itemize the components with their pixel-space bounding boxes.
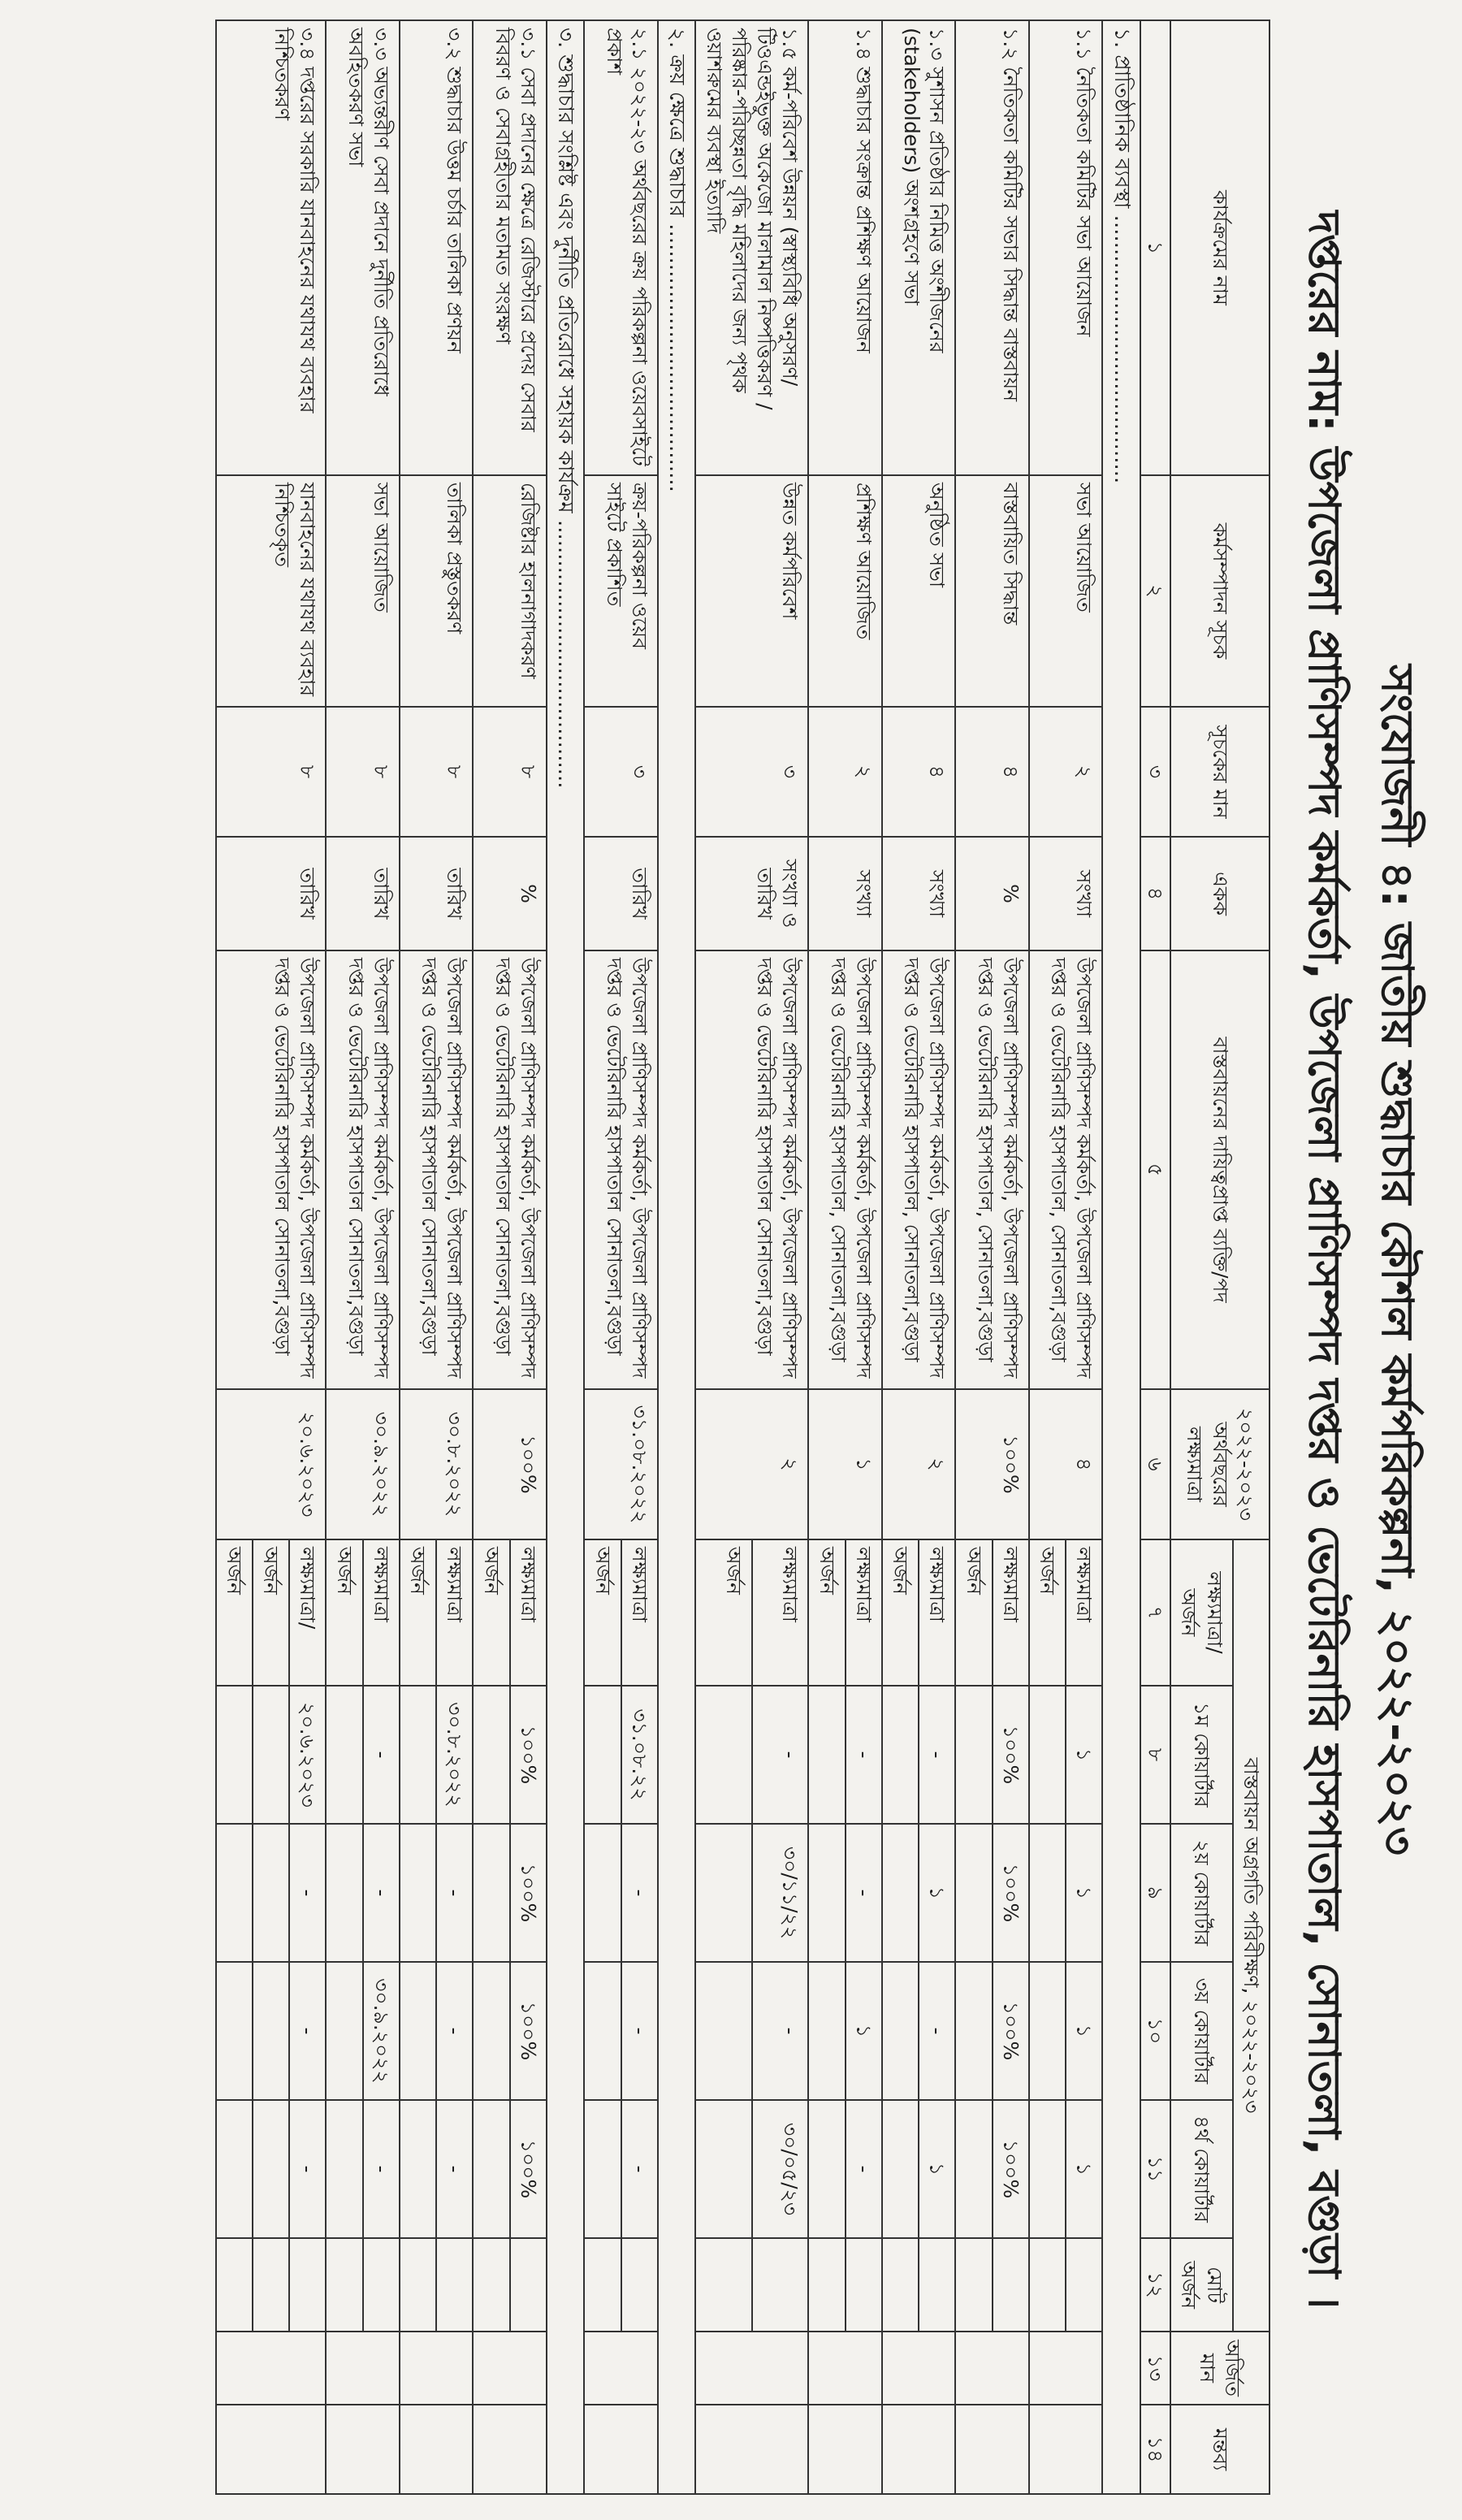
line-label: লক্ষ্যমাত্রা — [363, 1539, 400, 1686]
quarter-cell: - — [846, 2100, 882, 2238]
total-cell — [327, 2238, 363, 2332]
quarter-cell: ১ — [846, 1962, 882, 2100]
table-header — [1140, 20, 1270, 2494]
indicator-cell: অনুষ্ঠিত সভা — [882, 475, 956, 707]
responsible-cell: উপজেলা প্রাণিসম্পদ কর্মকর্তা, উপজেলা প্রাণিসম্পদ দপ্তর ও ভেটেরিনারি হাসপাতাল সোনাতলা,বগুড়া — [400, 950, 474, 1389]
remarks-cell — [809, 2405, 883, 2494]
total-cell — [510, 2238, 547, 2332]
column-number: ৬ — [1140, 1389, 1170, 1539]
quarter-cell — [253, 1962, 289, 2100]
line-label: অর্জন — [253, 1539, 289, 1686]
line-label: অর্জন — [809, 1539, 846, 1686]
total-cell — [216, 2238, 253, 2332]
target-cell: ২ — [696, 1389, 809, 1539]
weight-cell: ৩ — [585, 707, 659, 837]
quarter-cell — [327, 2100, 363, 2238]
total-cell — [474, 2238, 510, 2332]
quarter-cell — [216, 1824, 253, 1962]
total-cell — [436, 2238, 473, 2332]
line-label: লক্ষ্যমাত্রা — [846, 1539, 882, 1686]
responsible-cell: উপজেলা প্রাণিসম্পদ কর্মকর্তা, উপজেলা প্রাণিসম্পদ দপ্তর ও ভেটেরিনারি হাসপাতাল, সোনাতলা,বগুড়া — [809, 950, 883, 1389]
quarter-cell: ৩০.৮.২০২২ — [436, 1686, 473, 1824]
header-unit: একক — [1170, 837, 1270, 950]
remarks-cell — [956, 2405, 1030, 2494]
target-cell: ৪ — [1029, 1389, 1103, 1539]
target-cell: ২ — [882, 1389, 956, 1539]
header-remarks: মন্তব্য — [1170, 2405, 1270, 2494]
quarter-cell: ১০০% — [993, 2100, 1029, 2238]
line-label: লক্ষ্যমাত্রা — [621, 1539, 658, 1686]
quarter-cell: ১০০% — [510, 1962, 547, 2100]
unit-cell: % — [474, 837, 547, 950]
remarks-cell — [882, 2405, 956, 2494]
quarter-cell — [956, 1686, 993, 1824]
total-cell — [752, 2238, 809, 2332]
header-q4: ৪র্থ কোয়ার্টার — [1170, 2100, 1233, 2238]
section-row — [658, 20, 696, 2494]
quarter-cell: ১০০% — [993, 1962, 1029, 2100]
unit-cell: তারিখ — [400, 837, 474, 950]
quarter-cell: ১০০% — [993, 1686, 1029, 1824]
activity-cell: ৩.২ শুদ্ধাচার উত্তম চর্চার তালিকা প্রণয়ন — [400, 20, 474, 475]
table-row — [993, 20, 1029, 2494]
column-number-row — [1140, 20, 1170, 2494]
line-label: অর্জন — [696, 1539, 753, 1686]
indicator-cell: যানবাহনের যথাযথ ব্যবহার নিশ্চিতকৃত — [216, 475, 327, 707]
unit-cell: তারিখ — [327, 837, 400, 950]
quarter-cell — [1029, 2100, 1066, 2238]
target-cell: ৩০.৯.২০২২ — [327, 1389, 400, 1539]
quarter-cell — [956, 1824, 993, 1962]
table-row — [510, 20, 547, 2494]
quarter-cell — [585, 1962, 621, 2100]
quarter-cell — [327, 1962, 363, 2100]
quarter-cell — [400, 2100, 436, 2238]
header-achieved-value: অর্জিত মান — [1170, 2332, 1270, 2405]
target-cell: ৩০.৮.২০২২ — [400, 1389, 474, 1539]
quarter-cell: ৩১.০৮.২২ — [621, 1686, 658, 1824]
weight-cell: ২ — [809, 707, 883, 837]
column-number: ৩ — [1140, 707, 1170, 837]
achieved-value-cell — [327, 2332, 400, 2405]
quarter-cell — [327, 1824, 363, 1962]
table-row — [289, 20, 326, 2494]
line-label: অর্জন — [474, 1539, 510, 1686]
total-cell — [363, 2238, 400, 2332]
column-number: ১১ — [1140, 2100, 1170, 2238]
quarter-cell: - — [436, 1962, 473, 2100]
quarter-cell: ১০০% — [510, 2100, 547, 2238]
quarter-cell — [809, 2100, 846, 2238]
section-row — [1103, 20, 1141, 2494]
total-cell — [846, 2238, 882, 2332]
total-cell — [400, 2238, 436, 2332]
column-number: ৪ — [1140, 837, 1170, 950]
column-number: ৮ — [1140, 1686, 1170, 1824]
weight-cell: ৮ — [474, 707, 547, 837]
header-weight: সূচকের মান — [1170, 707, 1270, 837]
quarter-cell: ১০০% — [993, 1824, 1029, 1962]
quarter-cell — [696, 1824, 753, 1962]
column-number: ১৪ — [1140, 2405, 1170, 2494]
total-cell — [1066, 2238, 1102, 2332]
column-number: ৫ — [1140, 950, 1170, 1389]
quarter-cell — [474, 1824, 510, 1962]
quarter-cell — [253, 1824, 289, 1962]
total-cell — [621, 2238, 658, 2332]
achieved-value-cell — [585, 2332, 659, 2405]
activity-cell: ২.১ ২০২২-২৩ অর্থবছরের ক্রয় পরিকল্পনা ওয়েবসাইটে প্রকাশ — [585, 20, 659, 475]
table-row — [363, 20, 400, 2494]
activity-cell: ১.৪ শুদ্ধাচার সংক্রান্ত প্রশিক্ষণ আয়োজন — [809, 20, 883, 475]
header-responsible: বাস্তবায়নের দায়িত্বপ্রাপ্ত ব্যক্তি/পদ — [1170, 950, 1270, 1389]
line-label: অর্জন — [327, 1539, 363, 1686]
quarter-cell: ১ — [919, 1824, 955, 1962]
quarter-cell: ১০০% — [510, 1824, 547, 1962]
quarter-cell: ৩০.৯.২০২২ — [363, 1962, 400, 2100]
quarter-cell: ১০০% — [510, 1686, 547, 1824]
remarks-cell — [1029, 2405, 1103, 2494]
line-label: অর্জন — [882, 1539, 919, 1686]
quarter-cell: ১ — [1066, 1962, 1102, 2100]
quarter-cell — [400, 1962, 436, 2100]
unit-cell: তারিখ — [216, 837, 327, 950]
quarter-cell — [400, 1824, 436, 1962]
quarter-cell — [253, 2100, 289, 2238]
remarks-cell — [400, 2405, 474, 2494]
column-number: ১২ — [1140, 2238, 1170, 2332]
weight-cell: ৮ — [327, 707, 400, 837]
unit-cell: তারিখ — [585, 837, 659, 950]
activity-cell: ৩.১ সেবা প্রদানের ক্ষেত্রে রেজিস্টারে প্রদেয় সেবার বিবরণ ও সেবাগ্রহীতার মতামত সংরক্ষণ — [474, 20, 547, 475]
target-cell: ২০.৬.২০২৩ — [216, 1389, 327, 1539]
total-cell — [1029, 2238, 1066, 2332]
total-cell — [993, 2238, 1029, 2332]
quarter-cell — [696, 1686, 753, 1824]
indicator-cell: উন্নত কর্মপরিবেশ — [696, 475, 809, 707]
table-body — [216, 20, 1140, 2494]
weight-cell: ২ — [1029, 707, 1103, 837]
quarter-cell: - — [363, 1686, 400, 1824]
quarter-cell — [956, 2100, 993, 2238]
quarter-cell — [474, 1686, 510, 1824]
quarter-cell — [1029, 1686, 1066, 1824]
line-label: অর্জন — [1029, 1539, 1066, 1686]
quarter-cell — [809, 1962, 846, 2100]
responsible-cell: উপজেলা প্রাণিসম্পদ কর্মকর্তা, উপজেলা প্রাণিসম্পদ দপ্তর ও ভেটেরিনারি হাসপাতাল সোনাতলা,বগুড়া — [216, 950, 327, 1389]
indicator-cell: রেজিষ্টার হালনাগাদকরণ — [474, 475, 547, 707]
quarter-cell — [585, 2100, 621, 2238]
quarter-cell: - — [752, 1686, 809, 1824]
quarter-cell — [882, 1962, 919, 2100]
activity-cell: ১.১ নৈতিকতা কমিটির সভা আয়োজন — [1029, 20, 1103, 475]
total-cell — [253, 2238, 289, 2332]
quarter-cell — [882, 1686, 919, 1824]
quarter-cell — [696, 1962, 753, 2100]
table-row — [1066, 20, 1102, 2494]
total-cell — [919, 2238, 955, 2332]
unit-cell: সংখ্যা ও তারিখ — [696, 837, 809, 950]
quarter-cell: - — [363, 2100, 400, 2238]
achieved-value-cell — [400, 2332, 474, 2405]
quarter-cell: - — [621, 1824, 658, 1962]
column-number: ৯ — [1140, 1824, 1170, 1962]
quarter-cell — [327, 1686, 363, 1824]
total-cell — [289, 2238, 326, 2332]
quarter-cell: - — [919, 1686, 955, 1824]
quarter-cell: - — [919, 1962, 955, 2100]
remarks-cell — [585, 2405, 659, 2494]
quarter-cell: - — [846, 1686, 882, 1824]
responsible-cell: উপজেলা প্রাণিসম্পদ কর্মকর্তা, উপজেলা প্রাণিসম্পদ দপ্তর ও ভেটেরিনারি হাসপাতাল, সোনাতলা,বগুড়া — [956, 950, 1030, 1389]
quarter-cell — [809, 1686, 846, 1824]
quarter-cell: ২০.৬.২০২৩ — [289, 1686, 326, 1824]
quarter-cell — [696, 2100, 753, 2238]
table-row — [621, 20, 658, 2494]
quarter-cell: ৩০/১১/২২ — [752, 1824, 809, 1962]
activity-cell: ১.২ নৈতিকতা কমিটির সভার সিদ্ধান্ত বাস্তবায়ন — [956, 20, 1030, 475]
quarter-cell: ১ — [1066, 2100, 1102, 2238]
remarks-cell — [474, 2405, 547, 2494]
quarter-cell — [474, 1962, 510, 2100]
quarter-cell: - — [436, 2100, 473, 2238]
section-title: ৩. শুদ্ধাচার সংশ্লিষ্ট এবং দুর্নীতি প্রতিরোধে সহায়ক কার্যক্রম ........................................ — [547, 20, 585, 2494]
achieved-value-cell — [809, 2332, 883, 2405]
quarter-cell — [809, 1824, 846, 1962]
responsible-cell: উপজেলা প্রাণিসম্পদ কর্মকর্তা, উপজেলা প্রাণিসম্পদ দপ্তর ও ভেটেরিনারি হাসপাতাল সোনাতলা,বগুড়া — [585, 950, 659, 1389]
column-number: ১ — [1140, 20, 1170, 475]
quarter-cell: - — [436, 1824, 473, 1962]
line-label: অর্জন — [400, 1539, 436, 1686]
weight-cell: ৪ — [882, 707, 956, 837]
quarter-cell — [216, 2100, 253, 2238]
quarter-cell: - — [289, 2100, 326, 2238]
quarter-cell — [882, 2100, 919, 2238]
column-number: ১০ — [1140, 1962, 1170, 2100]
indicator-cell: সভা আয়োজিত — [327, 475, 400, 707]
line-label: লক্ষ্যমাত্রা/ — [289, 1539, 326, 1686]
responsible-cell: উপজেলা প্রাণিসম্পদ কর্মকর্তা, উপজেলা প্রাণিসম্পদ দপ্তর ও ভেটেরিনারি হাসপাতাল সোনাতলা,বগুড়া — [327, 950, 400, 1389]
action-plan-table — [215, 19, 1270, 2495]
line-label: লক্ষ্যমাত্রা — [1066, 1539, 1102, 1686]
achieved-value-cell — [1029, 2332, 1103, 2405]
quarter-cell: ৩০/০৫/২৩ — [752, 2100, 809, 2238]
line-label: লক্ষ্যমাত্রা — [919, 1539, 955, 1686]
section-title: ১. প্রাতিষ্ঠানিক ব্যবস্থা ........................................ — [1103, 20, 1141, 2494]
quarter-cell: ১ — [1066, 1824, 1102, 1962]
weight-cell: ৮ — [216, 707, 327, 837]
header-q3: ৩য় কোয়ার্টার — [1170, 1962, 1233, 2100]
quarter-cell: - — [846, 1824, 882, 1962]
quarter-cell: - — [621, 2100, 658, 2238]
column-number: ১৩ — [1140, 2332, 1170, 2405]
activity-cell: ৩.৩ অভ্যন্তরীণ সেবা প্রদানে দুর্নীতি প্রতিরোধে অবহিতকরণ সভা — [327, 20, 400, 475]
achieved-value-cell — [956, 2332, 1030, 2405]
achieved-value-cell — [474, 2332, 547, 2405]
quarter-cell: - — [621, 1962, 658, 2100]
activity-cell: ৩.৪ দপ্তরের সরকারি যানবাহনের যথাযথ ব্যবহার নিশ্চিতকরণ — [216, 20, 327, 475]
achieved-value-cell — [696, 2332, 809, 2405]
indicator-cell: তালিকা প্রস্তুতকরণ — [400, 475, 474, 707]
quarter-cell — [400, 1686, 436, 1824]
quarter-cell — [882, 1824, 919, 1962]
header-progress-group: বাস্তবায়ন অগ্রগতি পরিবীক্ষণ, ২০২২-২০২৩ — [1233, 1539, 1270, 2332]
quarter-cell — [1029, 1962, 1066, 2100]
quarter-cell — [474, 2100, 510, 2238]
unit-cell: সংখ্যা — [809, 837, 883, 950]
activity-cell: ১.৫ কর্ম-পরিবেশ উন্নয়ন (স্বাস্থ্যবিধি অনুসরণ/টিওএন্ডইভুক্ত অকেজো মালামাল নিষ্পত্তিকরণ /পরিষ্কার-পরিচ্ছন্নতা বৃদ্ধি মহিলাদের জন্য পৃথক ওয়াশরুমের ব্যবস্থা ইত্যাদি — [696, 20, 809, 475]
indicator-cell: প্রশিক্ষণ আয়োজিত — [809, 475, 883, 707]
indicator-cell: সভা আয়োজিত — [1029, 475, 1103, 707]
line-label: লক্ষ্যমাত্রা — [436, 1539, 473, 1686]
quarter-cell: - — [363, 1824, 400, 1962]
quarter-cell: - — [752, 1962, 809, 2100]
annex-title: সংযোজনী ৪: জাতীয় শুদ্ধাচার কৌশল কর্মপরিকল্পনা, ২০২২-২০২৩ — [1372, 665, 1423, 1855]
weight-cell: ৮ — [400, 707, 474, 837]
responsible-cell: উপজেলা প্রাণিসম্পদ কর্মকর্তা, উপজেলা প্রাণিসম্পদ দপ্তর ও ভেটেরিনারি হাসপাতাল সোনাতলা,বগুড়া — [474, 950, 547, 1389]
header-q1: ১ম কোয়ার্টার — [1170, 1686, 1233, 1824]
responsible-cell: উপজেলা প্রাণিসম্পদ কর্মকর্তা, উপজেলা প্রাণিসম্পদ দপ্তর ও ভেটেরিনারি হাসপাতাল, সোনাতলা,বগুড়া — [882, 950, 956, 1389]
target-cell: ১০০% — [474, 1389, 547, 1539]
office-title: দপ্তরের নাম: উপজেলা প্রাণিসম্পদ কর্মকর্তা, উপজেলা প্রাণিসম্পদ দপ্তর ও ভেটেরিনারি হাসপাতাল, সোনাতলা, বগুড়া । — [1299, 210, 1350, 2310]
unit-cell: % — [956, 837, 1030, 950]
table-row — [846, 20, 882, 2494]
quarter-cell: ১ — [919, 2100, 955, 2238]
line-label: অর্জন — [216, 1539, 253, 1686]
weight-cell: ৪ — [956, 707, 1030, 837]
target-cell: ৩১.০৮.২০২২ — [585, 1389, 659, 1539]
line-label: লক্ষ্যমাত্রা — [993, 1539, 1029, 1686]
column-number: ২ — [1140, 475, 1170, 707]
achieved-value-cell — [882, 2332, 956, 2405]
target-cell: ১ — [809, 1389, 883, 1539]
table-row — [919, 20, 955, 2494]
header-total: মোট অর্জন — [1170, 2238, 1233, 2332]
total-cell — [809, 2238, 846, 2332]
target-cell: ১০০% — [956, 1389, 1030, 1539]
section-row — [547, 20, 585, 2494]
quarter-cell — [956, 1962, 993, 2100]
indicator-cell: ক্রয়-পরিকল্পনা ওয়েব সাইটে প্রকাশিত — [585, 475, 659, 707]
line-label: অর্জন — [956, 1539, 993, 1686]
activity-cell: ১.৩ সুশাসন প্রতিষ্ঠার নিমিত্ত অংশীজনের (stakeholders) অংশগ্রহণে সভা — [882, 20, 956, 475]
line-label: অর্জন — [585, 1539, 621, 1686]
header-q2: ২য় কোয়ার্টার — [1170, 1824, 1233, 1962]
quarter-cell: - — [289, 1962, 326, 2100]
total-cell — [696, 2238, 753, 2332]
remarks-cell — [216, 2405, 327, 2494]
weight-cell: ৩ — [696, 707, 809, 837]
header-indicator: কর্মসম্পাদন সূচক — [1170, 475, 1270, 707]
section-title: ২. ক্রয় ক্ষেত্রে শুদ্ধাচার ........................................ — [658, 20, 696, 2494]
quarter-cell — [253, 1686, 289, 1824]
total-cell — [956, 2238, 993, 2332]
quarter-cell — [585, 1686, 621, 1824]
table-row — [436, 20, 473, 2494]
unit-cell: সংখ্যা — [1029, 837, 1103, 950]
achieved-value-cell — [216, 2332, 327, 2405]
quarter-cell — [216, 1686, 253, 1824]
column-number: ৭ — [1140, 1539, 1170, 1686]
quarter-cell — [216, 1962, 253, 2100]
quarter-cell — [585, 1824, 621, 1962]
responsible-cell: উপজেলা প্রাণিসম্পদ কর্মকর্তা, উপজেলা প্রাণিসম্পদ দপ্তর ও ভেটেরিনারি হাসপাতাল সোনাতলা,বগুড়া — [696, 950, 809, 1389]
total-cell — [585, 2238, 621, 2332]
quarter-cell — [1029, 1824, 1066, 1962]
total-cell — [882, 2238, 919, 2332]
quarter-cell: ১ — [1066, 1686, 1102, 1824]
line-label: লক্ষ্যমাত্রা — [510, 1539, 547, 1686]
header-target-achieve: লক্ষ্যমাত্রা/ অর্জন — [1170, 1539, 1233, 1686]
table-row — [752, 20, 809, 2494]
responsible-cell: উপজেলা প্রাণিসম্পদ কর্মকর্তা, উপজেলা প্রাণিসম্পদ দপ্তর ও ভেটেরিনারি হাসপাতাল, সোনাতলা,বগুড়া — [1029, 950, 1103, 1389]
remarks-cell — [327, 2405, 400, 2494]
remarks-cell — [696, 2405, 809, 2494]
quarter-cell: - — [289, 1824, 326, 1962]
header-target-year: ২০২২-২০২৩ অর্থবছরের লক্ষ্যমাত্রা — [1170, 1389, 1270, 1539]
unit-cell: সংখ্যা — [882, 837, 956, 950]
header-activity: কার্যক্রমের নাম — [1170, 20, 1270, 475]
line-label: লক্ষ্যমাত্রা — [752, 1539, 809, 1686]
indicator-cell: বাস্তবায়িত সিদ্ধান্ত — [956, 475, 1030, 707]
